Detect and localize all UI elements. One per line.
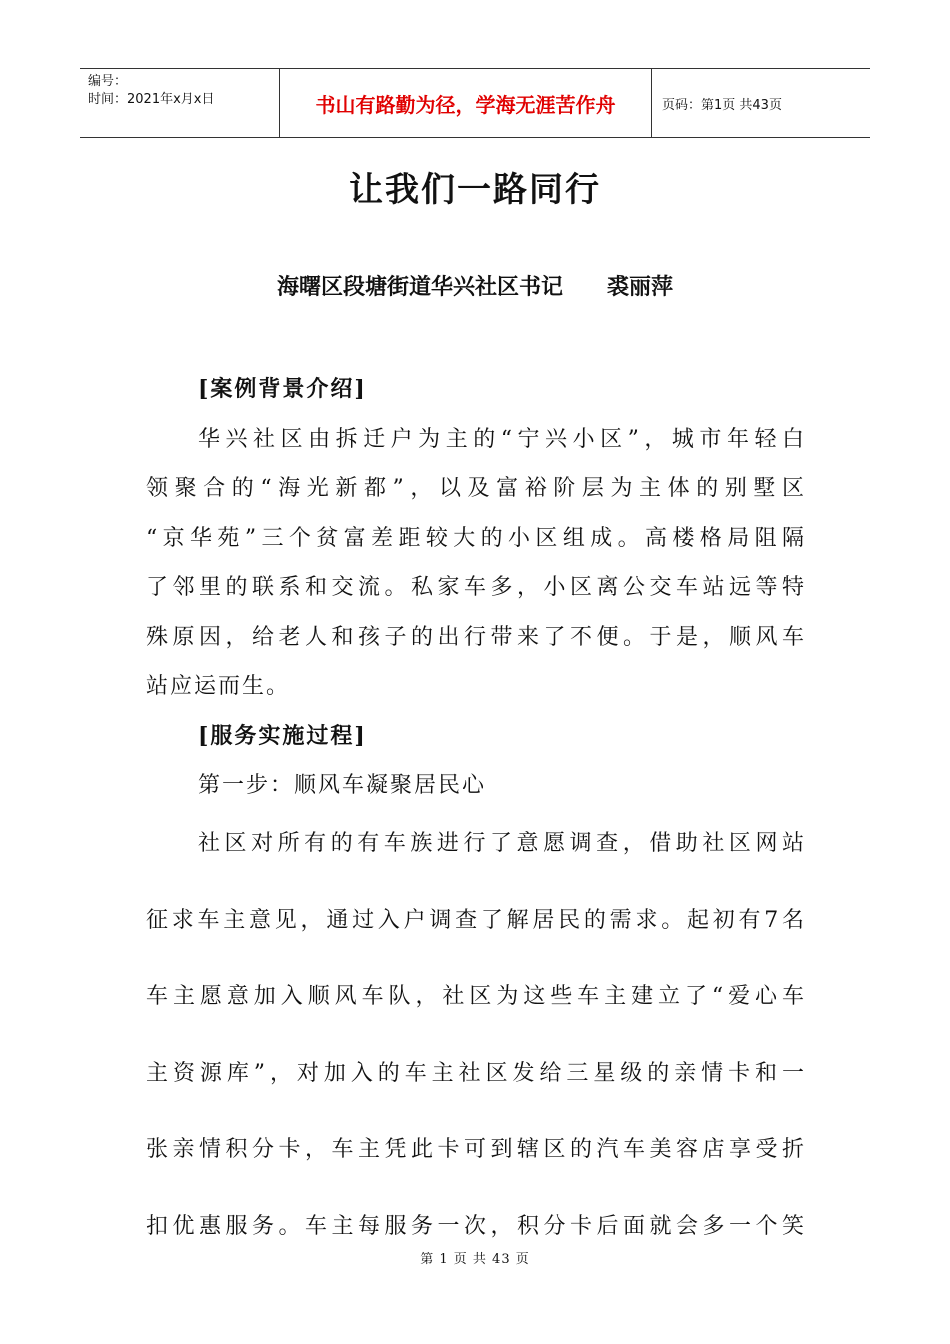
author-affiliation: 海曙区段塘街道华兴社区书记 <box>276 274 563 300</box>
paragraph-line: 主资源库”，对加入的车主社区发给三星级的亲情卡和一 <box>146 1060 806 1086</box>
paragraph-line: 张亲情积分卡，车主凭此卡可到辖区的汽车美容店享受折 <box>146 1137 806 1162</box>
paragraph-line: 了邻里的联系和交流。私家车多，小区离公交车站远等特 <box>146 575 806 600</box>
header-table <box>80 68 870 138</box>
process-section <box>146 806 806 1265</box>
header-motto: 书山有路勤为径，学海无涯苦作舟 <box>280 69 652 137</box>
paragraph-line: 站应运而生。 <box>146 674 291 699</box>
header-page-code: 页码：第1页 共43页 <box>662 97 782 113</box>
document-time-label: 时间：2021年x月x日 <box>88 92 215 107</box>
page-footer: 第 1 页 共 43 页 <box>420 1252 530 1267</box>
paragraph-line: 社区对所有的有车族进行了意愿调查，借助社区网站 <box>198 831 806 856</box>
document-title: 让我们一路同行 <box>349 170 601 210</box>
paragraph-line: “京华苑”三个贫富差距较大的小区组成。高楼格局阻隔 <box>146 525 806 551</box>
paragraph-line: 征求车主意见，通过入户调查了解居民的需求。起初有7名 <box>146 907 806 933</box>
step-heading: 第一步：顺风车凝聚居民心 <box>198 773 487 798</box>
author-name: 裘丽萍 <box>607 274 674 300</box>
process-heading: [服务实施过程] <box>198 722 367 749</box>
background-section <box>146 365 806 811</box>
paragraph-line: 车主愿意加入顺风车队，社区为这些车主建立了“爱心车 <box>146 984 806 1009</box>
background-heading: [案例背景介绍] <box>198 376 367 402</box>
author-line <box>0 270 950 301</box>
paragraph-line: 殊原因，给老人和孩子的出行带来了不便。于是，顺风车 <box>146 624 806 650</box>
paragraph-line: 领聚合的“海光新都”，以及富裕阶层为主体的别墅区 <box>146 476 806 501</box>
paragraph-line: 华兴社区由拆迁户为主的“宁兴小区”，城市年轻白 <box>198 426 806 452</box>
paragraph-line: 扣优惠服务。车主每服务一次，积分卡后面就会多一个笑 <box>146 1213 806 1239</box>
document-number-label: 编号： <box>88 74 128 89</box>
header-meta <box>80 69 280 137</box>
